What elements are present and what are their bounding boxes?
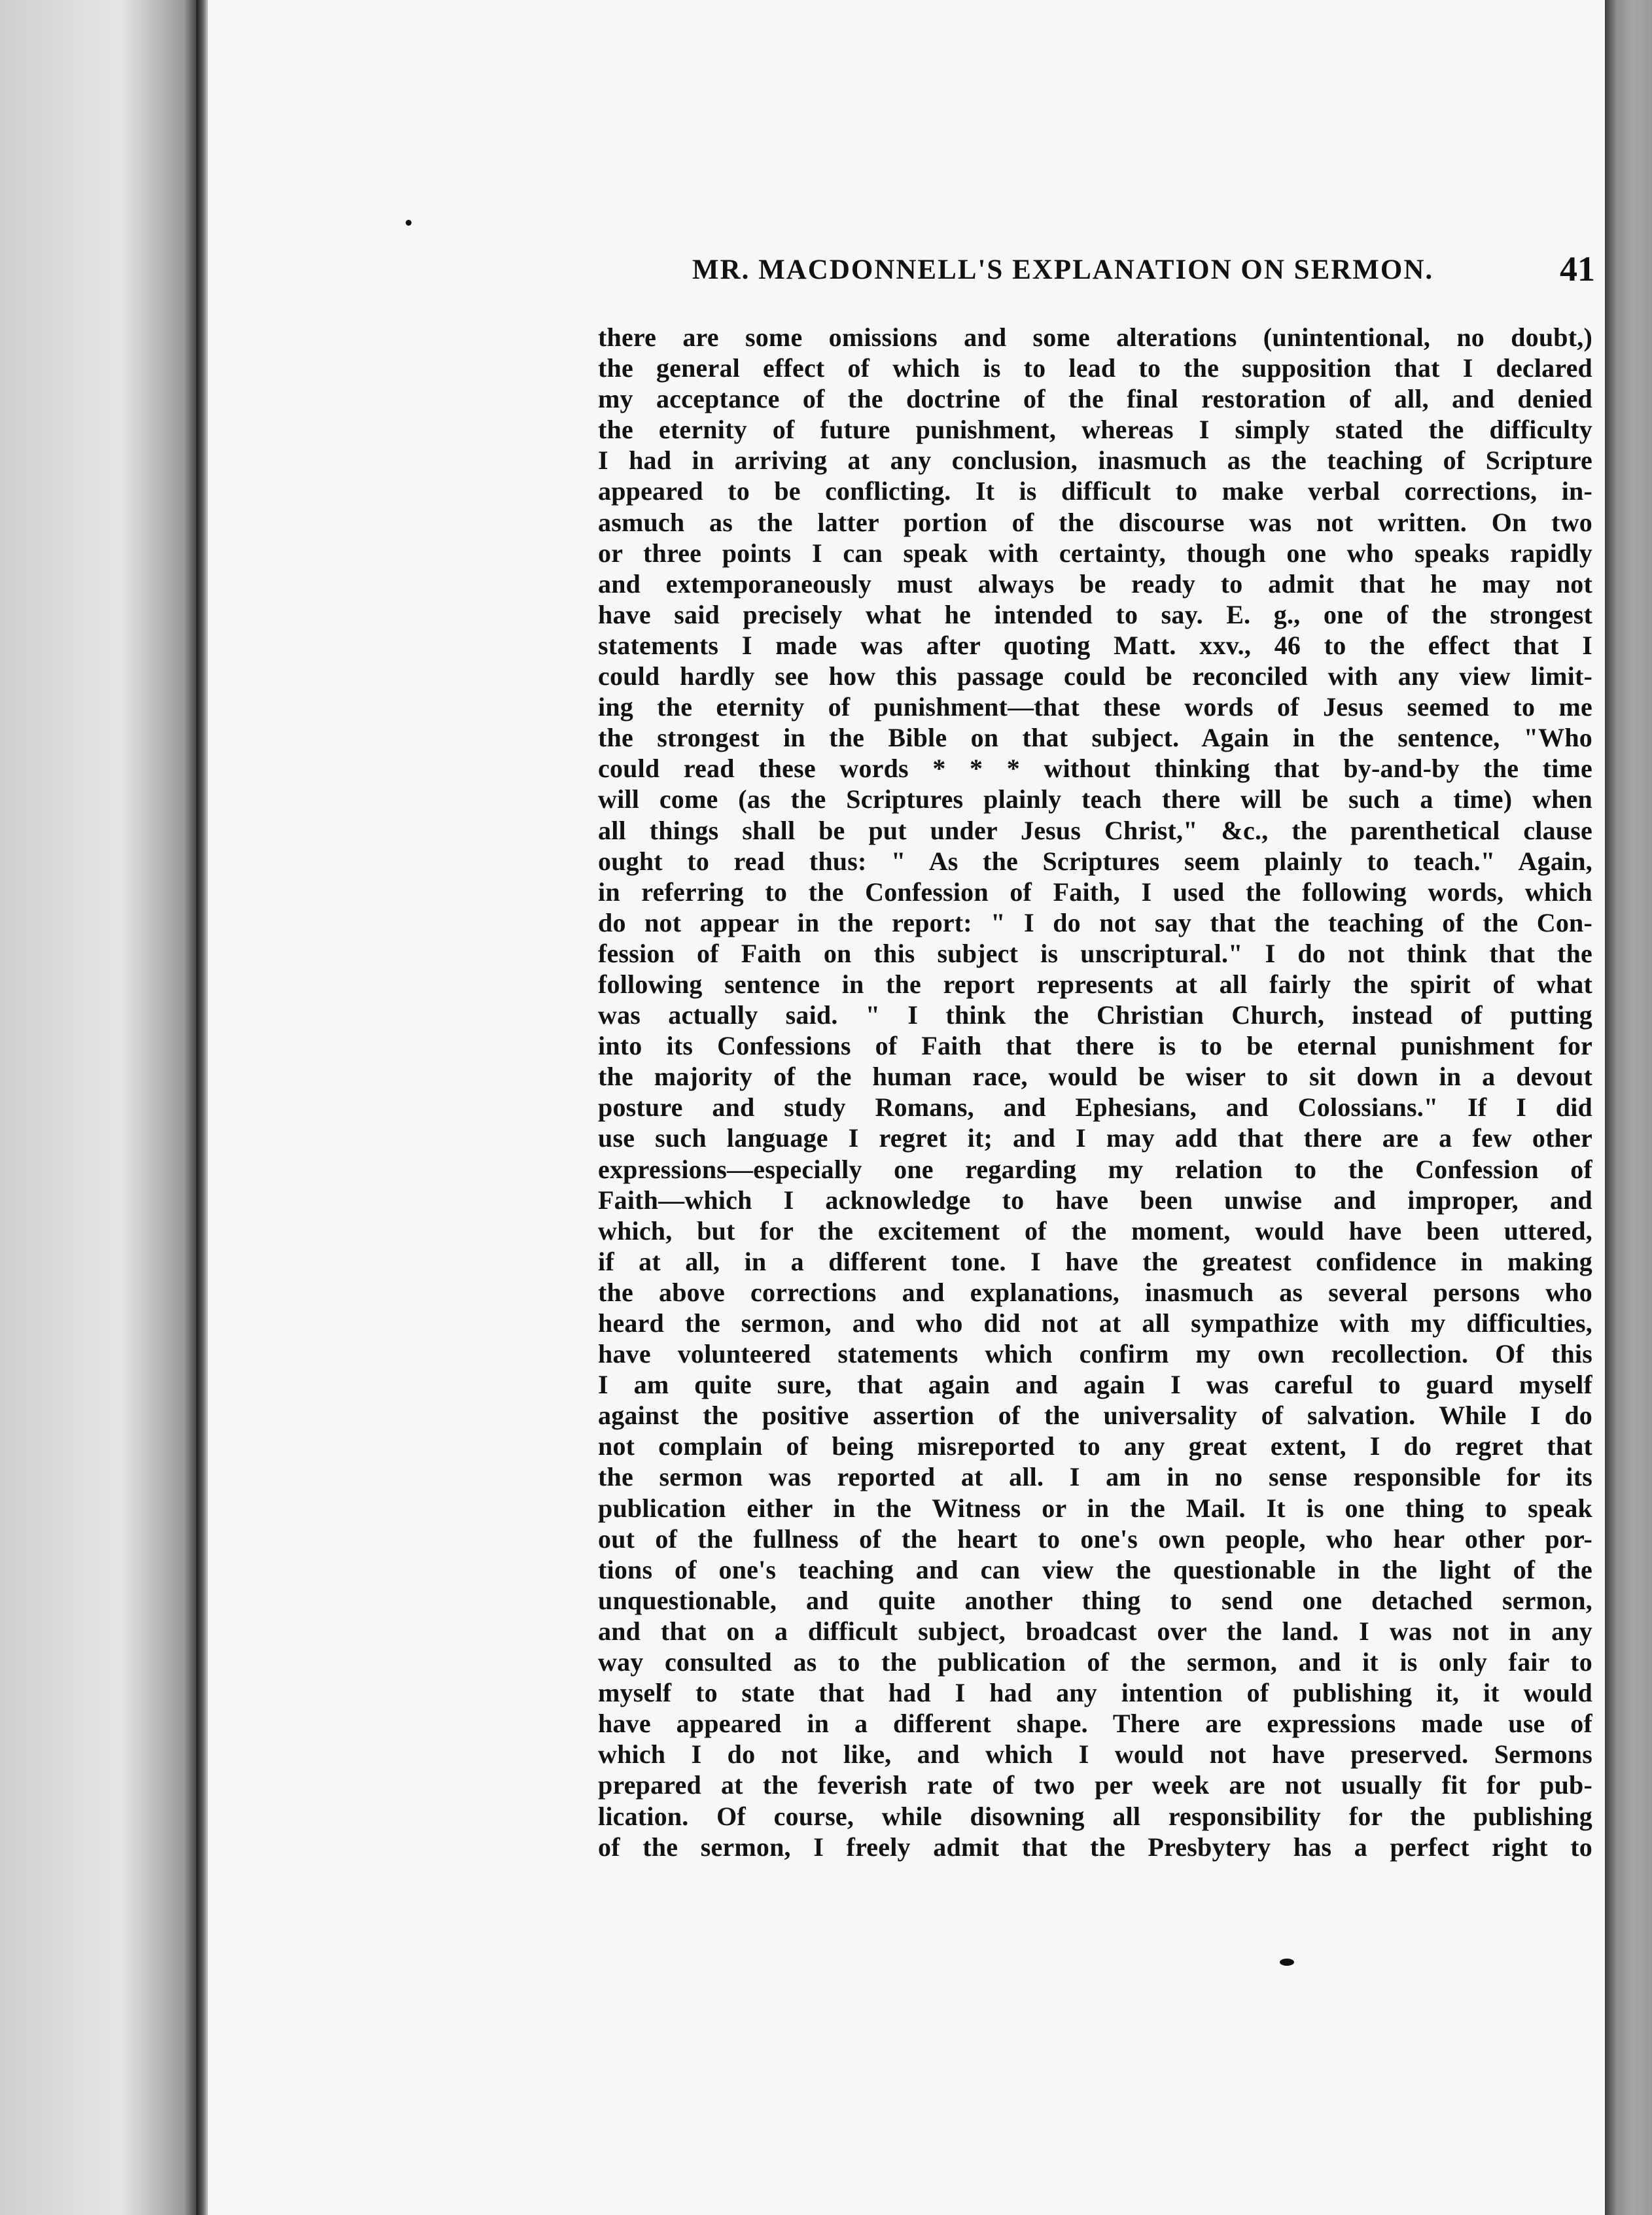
running-head: MR. MACDONNELL'S EXPLANATION ON SERMON. [692, 254, 1434, 285]
text-line: publication either in the Witness or in the Mail. It is one thing to speak [598, 1493, 1592, 1523]
text-line: ought to read thus: " As the Scriptures seem plainly to teach." Again, [598, 846, 1592, 876]
text-line: tions of one's teaching and can view the questionable in the light of the [598, 1554, 1592, 1584]
text-line: have said precisely what he intended to say. E. g., one of the strongest [598, 599, 1592, 629]
text-line: following sentence in the report represents at all fairly the spirit of what [598, 969, 1592, 999]
body-text [598, 322, 1592, 1862]
text-line: ing the eternity of punishment—that these words of Jesus seemed to me [598, 692, 1592, 722]
text-line: Faith—which I acknowledge to have been unwise and improper, and [598, 1185, 1592, 1215]
text-line: or three points I can speak with certainty, though one who speaks rapidly [598, 538, 1592, 568]
text-line: statements I made was after quoting Matt. xxv., 46 to the effect that I [598, 630, 1592, 660]
text-line: could read these words * * * without thinking that by-and-by the time [598, 754, 1592, 784]
text-line: myself to state that had I had any intention of publishing it, it would [598, 1678, 1592, 1708]
text-line: heard the sermon, and who did not at all sympathize with my difficulties, [598, 1308, 1592, 1338]
text-line: into its Confessions of Faith that there is to be eternal punishment for [598, 1031, 1592, 1061]
scan-binding-shadow [196, 0, 208, 2215]
text-line: if at all, in a different tone. I have the greatest confidence in making [598, 1246, 1592, 1276]
text-line: not complain of being misreported to any great extent, I do regret that [598, 1431, 1592, 1461]
text-line: have volunteered statements which confirm my own recollection. Of this [598, 1339, 1592, 1369]
text-line: out of the fullness of the heart to one's own people, who hear other por- [598, 1524, 1592, 1554]
text-line: the general effect of which is to lead to the supposition that I declared [598, 353, 1592, 383]
text-line: the eternity of future punishment, whereas I simply stated the difficulty [598, 415, 1592, 445]
text-line: prepared at the feverish rate of two per week are not usually fit for pub- [598, 1770, 1592, 1800]
text-line: use such language I regret it; and I may add that there are a few other [598, 1123, 1592, 1153]
text-line: the majority of the human race, would be wiser to sit down in a devout [598, 1062, 1592, 1092]
scan-right-margin [1605, 0, 1652, 2215]
text-line: against the positive assertion of the universality of salvation. While I do [598, 1401, 1592, 1431]
text-line: posture and study Romans, and Ephesians, and Colossians." If I did [598, 1092, 1592, 1123]
text-line: which I do not like, and which I would not have preserved. Sermons [598, 1739, 1592, 1770]
text-line: appeared to be conflicting. It is difficult to make verbal corrections, in- [598, 476, 1592, 506]
text-line: way consulted as to the publication of the sermon, and it is only fair to [598, 1647, 1592, 1677]
text-line: I am quite sure, that again and again I was careful to guard myself [598, 1370, 1592, 1400]
text-line: and extemporaneously must always be ready to admit that he may not [598, 568, 1592, 599]
text-line: do not appear in the report: " I do not say that the teaching of the Con- [598, 907, 1592, 937]
text-line: and that on a difficult subject, broadcast over the land. I was not in any [598, 1616, 1592, 1646]
text-line: was actually said. " I think the Christian Church, instead of putting [598, 1000, 1592, 1030]
text-line: there are some omissions and some alterations (unintentional, no doubt,) [598, 323, 1592, 352]
page-number: 41 [1560, 249, 1595, 288]
book-page [208, 0, 1605, 2215]
text-line: will come (as the Scriptures plainly teach there will be such a time) when [598, 784, 1592, 814]
text-line: lication. Of course, while disowning all responsibility for the publishing [598, 1801, 1592, 1831]
text-line: fession of Faith on this subject is unscriptural." I do not think that the [598, 938, 1592, 968]
text-line: expressions—especially one regarding my relation to the Confession of [598, 1154, 1592, 1184]
ink-speck-bottom [1280, 1959, 1294, 1966]
text-line: have appeared in a different shape. There are expressions made use of [598, 1709, 1592, 1739]
text-line: I had in arriving at any conclusion, inasmuch as the teaching of Scripture [598, 445, 1592, 476]
ink-speck-top [406, 220, 412, 226]
text-line: could hardly see how this passage could be reconciled with any view limit- [598, 661, 1592, 691]
text-line: my acceptance of the doctrine of the final restoration of all, and denied [598, 384, 1592, 414]
text-line: the strongest in the Bible on that subject. Again in the sentence, "Who [598, 723, 1592, 753]
scan-left-margin [0, 0, 200, 2215]
text-line: which, but for the excitement of the moment, would have been uttered, [598, 1215, 1592, 1246]
text-line: asmuch as the latter portion of the discourse was not written. On two [598, 507, 1592, 537]
text-line: unquestionable, and quite another thing to send one detached sermon, [598, 1585, 1592, 1615]
text-line: the sermon was reported at all. I am in no sense responsible for its [598, 1462, 1592, 1492]
text-line: in referring to the Confession of Faith, I used the following words, which [598, 877, 1592, 907]
text-line: of the sermon, I freely admit that the Presbytery has a perfect right to [598, 1832, 1592, 1862]
text-line: the above corrections and explanations, inasmuch as several persons who [598, 1277, 1592, 1307]
text-line: all things shall be put under Jesus Christ," &c., the parenthetical clause [598, 815, 1592, 845]
page-header [692, 249, 1595, 301]
